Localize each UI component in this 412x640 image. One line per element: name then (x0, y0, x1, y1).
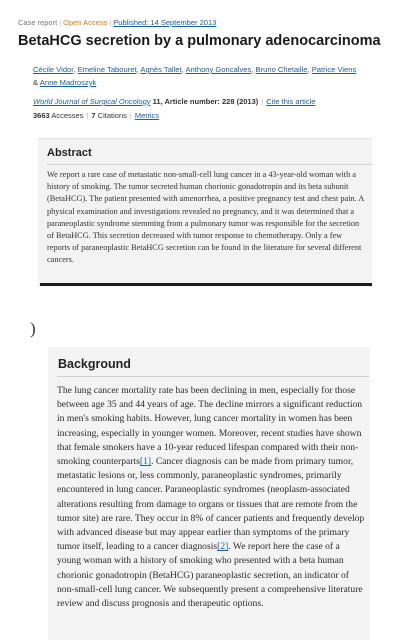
author-link[interactable]: Agnès Tallet (140, 65, 182, 74)
author-link[interactable]: Emeline Tabouret (77, 65, 137, 74)
abstract-heading: Abstract (47, 147, 92, 159)
article-title: BetaHCG secretion by a pulmonary adenocarcinoma (18, 33, 381, 49)
screenshot-cut-line (40, 283, 372, 286)
author-ampersand: & (33, 78, 39, 87)
meta-separator: | (59, 18, 62, 27)
accesses-label: Accesses (51, 111, 84, 120)
metrics-link[interactable]: Metrics (134, 111, 159, 120)
journal-name-link[interactable]: World Journal of Surgical Oncology (33, 97, 151, 106)
meta-separator: | (109, 18, 112, 27)
metrics-separator: | (129, 111, 132, 120)
background-text-part: . We report here the case of a young woman with a history of smoking who presented with a beta human chorionic gonadotropin (BetaHCG) paraneoplastic secretion, an indicator of non-small-cell lung cancer. We subsequently present a comprehensive literature review and discuss prognosis and therapeutic options. (57, 541, 363, 610)
background-heading: Background (58, 357, 131, 371)
open-access-badge: Open Access (63, 18, 108, 27)
journal-line (33, 97, 315, 106)
reference-link[interactable]: [2] (217, 541, 229, 553)
author-list: Cécile Vidor, Emeline Tabouret, Agnès Tallet, Anthony Goncalves, Bruno Chetaille, Patrice Viens & Anne Madroszyk (33, 65, 357, 87)
author-link[interactable]: Patrice Viens (311, 65, 357, 74)
published-date-link[interactable]: Published: 14 September 2013 (113, 18, 217, 27)
metrics-line (33, 111, 159, 120)
citations-count: 7 (91, 111, 96, 120)
cite-article-link[interactable]: Cite this article (266, 97, 316, 106)
background-divider (57, 376, 369, 377)
abstract-divider (47, 164, 372, 165)
reference-link[interactable]: [1] (139, 456, 152, 468)
article-type: Case report (18, 18, 58, 27)
author-link[interactable]: Bruno Chetaille (255, 65, 308, 74)
journal-details: 11, Article number: 228 (2013) (152, 97, 259, 106)
author-link[interactable]: Anne Madroszyk (39, 78, 97, 87)
abstract-text: We report a rare case of metastatic non-small-cell lung cancer in a 43-year-old woman with a history of smoking. The tumor secreted human chorionic gonadotropin and its beta subunit (BetaHCG). The patient presented with amenorrhea, a positive pregnancy test and chest pain. A physical examination and investigations revealed no pregnancy, and it was determined that a paraneoplastic syndrome stemming from a pulmonary tumor was responsible for the secretion of BetaHCG. This secretion decreased with tumor response to chemotherapy. Only a few reports of paraneoplastic BetaHCG secretion can be found in the literature for several different cancers. (47, 170, 364, 265)
metrics-separator: | (86, 111, 89, 120)
stray-bracket-mark: ) (30, 319, 36, 338)
accesses-count: 3663 (33, 111, 50, 120)
background-text (57, 384, 365, 611)
citations-label: Citations (97, 111, 127, 120)
journal-separator: | (261, 97, 264, 106)
background-text-part: The lung cancer mortality rate has been declining in men, especially for those between age 35 and 44 years of age. The decline mirrors a significant reduction in men's smoking habits. However, lung cancer mortality in women has been increasing, especially in younger women. Moreover, recent studies have shown that female smokers have a 10-year reduced lifespan compared with their non-smoking counterparts (57, 385, 363, 468)
author-link[interactable]: Cécile Vidor (33, 65, 74, 74)
article-meta-line (18, 18, 216, 27)
author-link[interactable]: Anthony Goncalves (185, 65, 252, 74)
background-text-part: . Cancer diagnosis can be made from primary tumor, metastatic lesions or, less commonly, paraneoplastic syndromes, primarily encountered in lung cancer. Paraneoplastic syndromes (neoplasm-associated alterations resulting from damage to organs or tissues that are remote from the tumor site) are rare. They occur in 8% of cancer patients and frequently develop with advanced disease but may appear earlier than symptoms of the primary tumor itself, leading to a cancer diagnosis (57, 456, 365, 553)
